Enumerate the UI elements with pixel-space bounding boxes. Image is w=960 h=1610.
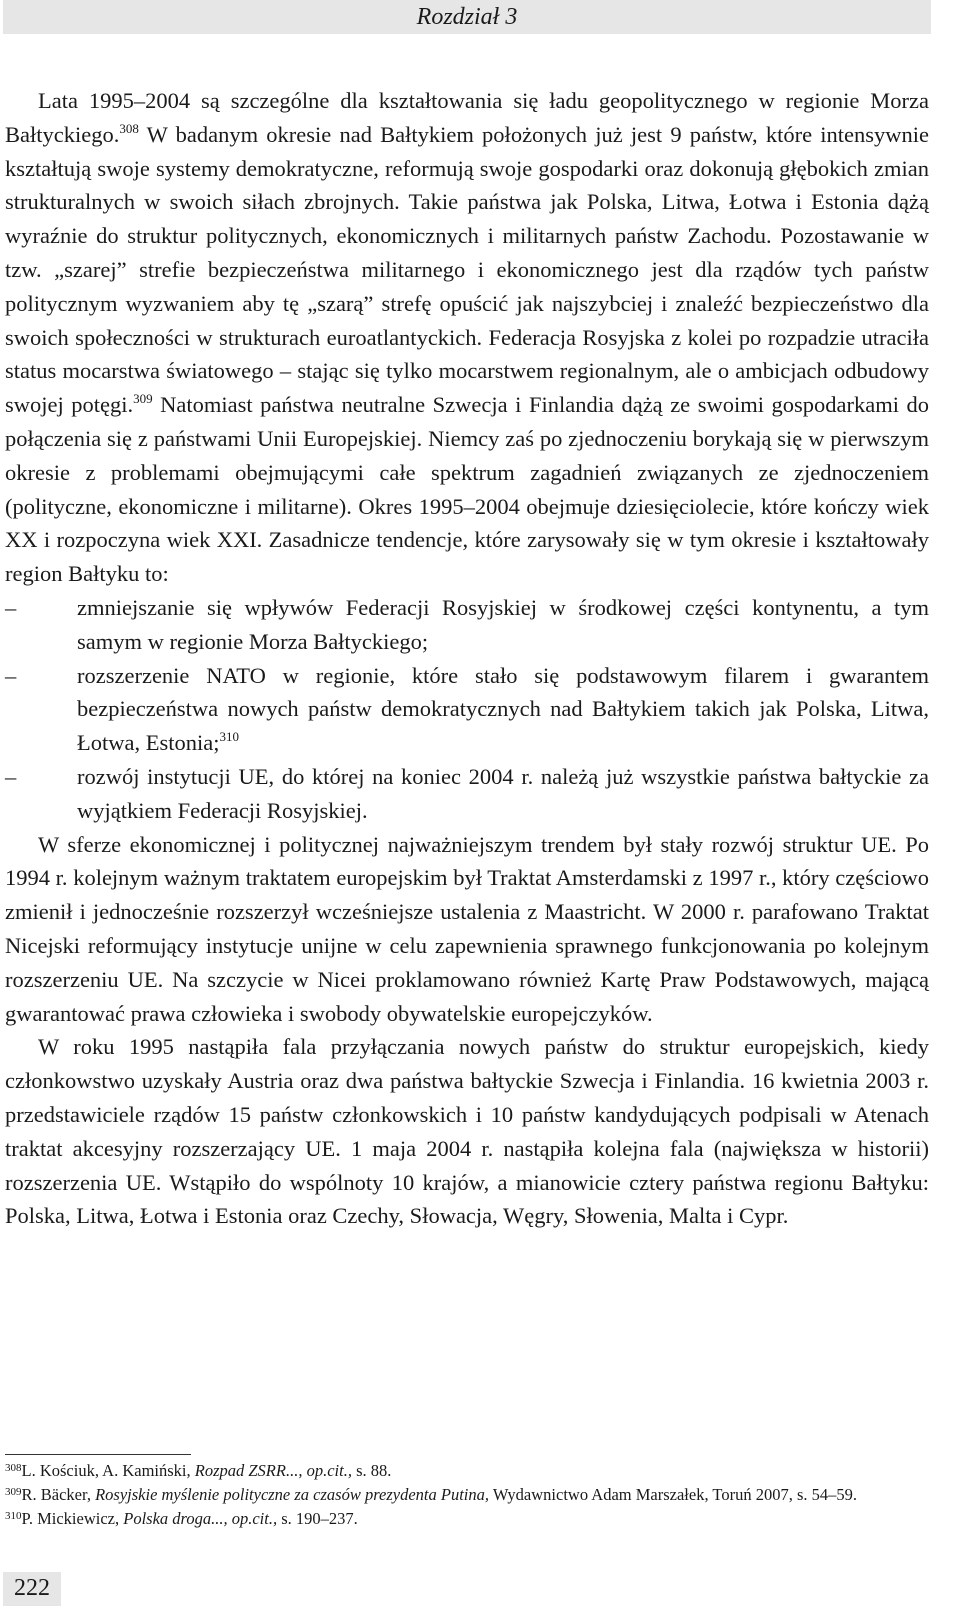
list-dash: – [5, 594, 17, 620]
footnote-number: 308 [5, 1462, 22, 1474]
list-item-text: rozszerzenie NATO w regionie, które stało się podstawowym filarem i gwarantem bezpieczeństwa nowych państw demokratycznych nad Bałtykiem takich jak Polska, Litwa, Łotwa, Estonia; [77, 662, 929, 756]
tendencies-list [5, 591, 929, 828]
paragraph: W roku 1995 nastąpiła fala przyłączania nowych państw do struktur europejskich, kiedy członkowstwo uzyskały Austria oraz dwa państwa bałtyckie Szwecja i Finlandia. 16 kwietnia 2003 r. przedstawiciele rządów 15 państw członkowskich i 10 państw kandydujących podpisali w Atenach traktat akcesyjny rozszerzający UE. 1 maja 2004 r. nastąpiła kolejna fala (największa w historii) rozszerzenia UE. Wstąpiło do wspólnoty 10 krajów, a mianowicie cztery państwa regionu Bałtyku: Polska, Litwa, Łotwa i Estonia oraz Czechy, Słowacja, Węgry, Słowenia, Malta i Cypr. [5, 1034, 929, 1229]
list-item-text: rozwój instytucji UE, do której na koniec 2004 r. należą już wszystkie państwa bałtyckie za wyjątkiem Federacji Rosyjskiej. [77, 763, 929, 823]
main-text [5, 84, 929, 1233]
footnote-author: R. Bäcker, [21, 1485, 96, 1504]
footnote-title: Rosyjskie myślenie polityczne za czasów prezydenta Putina, [95, 1485, 490, 1504]
list-dash: – [5, 763, 17, 789]
footnote [5, 1459, 931, 1483]
footnote-ref[interactable]: 310 [219, 729, 239, 745]
footnote-rest: s. 190–237. [277, 1509, 358, 1528]
list-item [5, 760, 929, 828]
footnote-divider [5, 1454, 191, 1455]
footnote-ref[interactable]: 308 [119, 120, 139, 136]
paragraph-text: W badanym okresie nad Bałtykiem położonych już jest 9 państw, które intensywnie kształtują swoje systemy demokratyczne, reformują swoje gospodarki oraz dokonują głębokich zmian strukturalnych w swoich siłach zbrojnych. Takie państwa jak Polska, Litwa, Łotwa i Estonia dążą wyraźnie do struktur politycznych, ekonomicznych i militarnych państw Zachodu. Pozostawanie w tzw. „szarej” strefie bezpieczeństwa militarnego i ekonomicznego jest dla rządów tych państw politycznym wyzwaniem aby tę „szarą” strefę opuścić jak najszybciej i znaleźć bezpieczeństwo dla swoich społeczności w strukturach euroatlantyckich. Federacja Rosyjska z kolei po rozpadzie utraciła status mocarstwa światowego – stając się tylko mocarstwem regionalnym, ale o ambicjach odbudowy swojej potęgi. [5, 121, 929, 418]
footnote-rest: s. 88. [351, 1461, 392, 1480]
running-header [3, 0, 931, 34]
footnote [5, 1507, 931, 1531]
list-item [5, 659, 929, 760]
footnote-title: Rozpad ZSRR..., op.cit., [194, 1461, 352, 1480]
chapter-title: Rozdział 3 [416, 4, 518, 30]
footnote-author: L. Kościuk, A. Kamiński, [21, 1461, 195, 1480]
page-number: 222 [14, 1575, 50, 1601]
paragraph-text: Natomiast państwa neutralne Szwecja i Finlandia dążą ze swoimi gospodarkami do połączenia się z państwami Unii Europejskiej. Niemcy zaś po zjednoczeniu borykają się w pierwszym okresie z problemami obejmującymi całe spektrum zagadnień związanych ze zjednoczeniem (polityczne, ekonomiczne i militarne). Okres 1995–2004 obejmuje dziesięciolecie, które kończy wiek XX i rozpoczyna wiek XXI. Zasadnicze tendencje, które zarysowały się w tym okresie i kształtowały region Bałtyku to: [5, 392, 929, 587]
footnote [5, 1483, 931, 1507]
footnote-author: P. Mickiewicz, [21, 1509, 124, 1528]
list-item [5, 591, 929, 659]
footnote-ref[interactable]: 309 [133, 391, 153, 407]
paragraph-text: Lata 1995–2004 są szczególne dla kształtowania się ładu geopolitycznego w regionie Morza Bałtyckiego. [5, 88, 929, 147]
footnote-rest: Wydawnictwo Adam Marszałek, Toruń 2007, s. 54–59. [489, 1485, 857, 1504]
footnote-number: 310 [5, 1510, 22, 1522]
paragraph: W sferze ekonomicznej i politycznej najważniejszym trendem był stały rozwój struktur UE. Po 1994 r. kolejnym ważnym traktatem europejskim był Traktat Amsterdamski z 1997 r., który częściowo zmienił i jednocześnie rozszerzył wcześniejsze ustalenia z Maastricht. W 2000 r. parafowano Traktat Nicejski reformujący instytucje unijne w celu zapewnienia sprawnego funkcjonowania po kolejnym rozszerzeniu UE. Na szczycie w Nicei proklamowano również Kartę Praw Podstawowych, mającą gwarantować prawa człowieka i swobody obywatelskie europejczyków. [5, 831, 929, 1026]
list-item-text: zmniejszanie się wpływów Federacji Rosyjskiej w środkowej części kontynentu, a tym samym w regionie Morza Bałtyckiego; [77, 594, 929, 654]
footnotes [5, 1459, 931, 1531]
footnote-number: 309 [5, 1486, 22, 1498]
footnote-title: Polska droga..., op.cit., [123, 1509, 278, 1528]
page-number-box [3, 1572, 61, 1606]
paragraph [5, 84, 929, 591]
list-dash: – [5, 662, 17, 688]
